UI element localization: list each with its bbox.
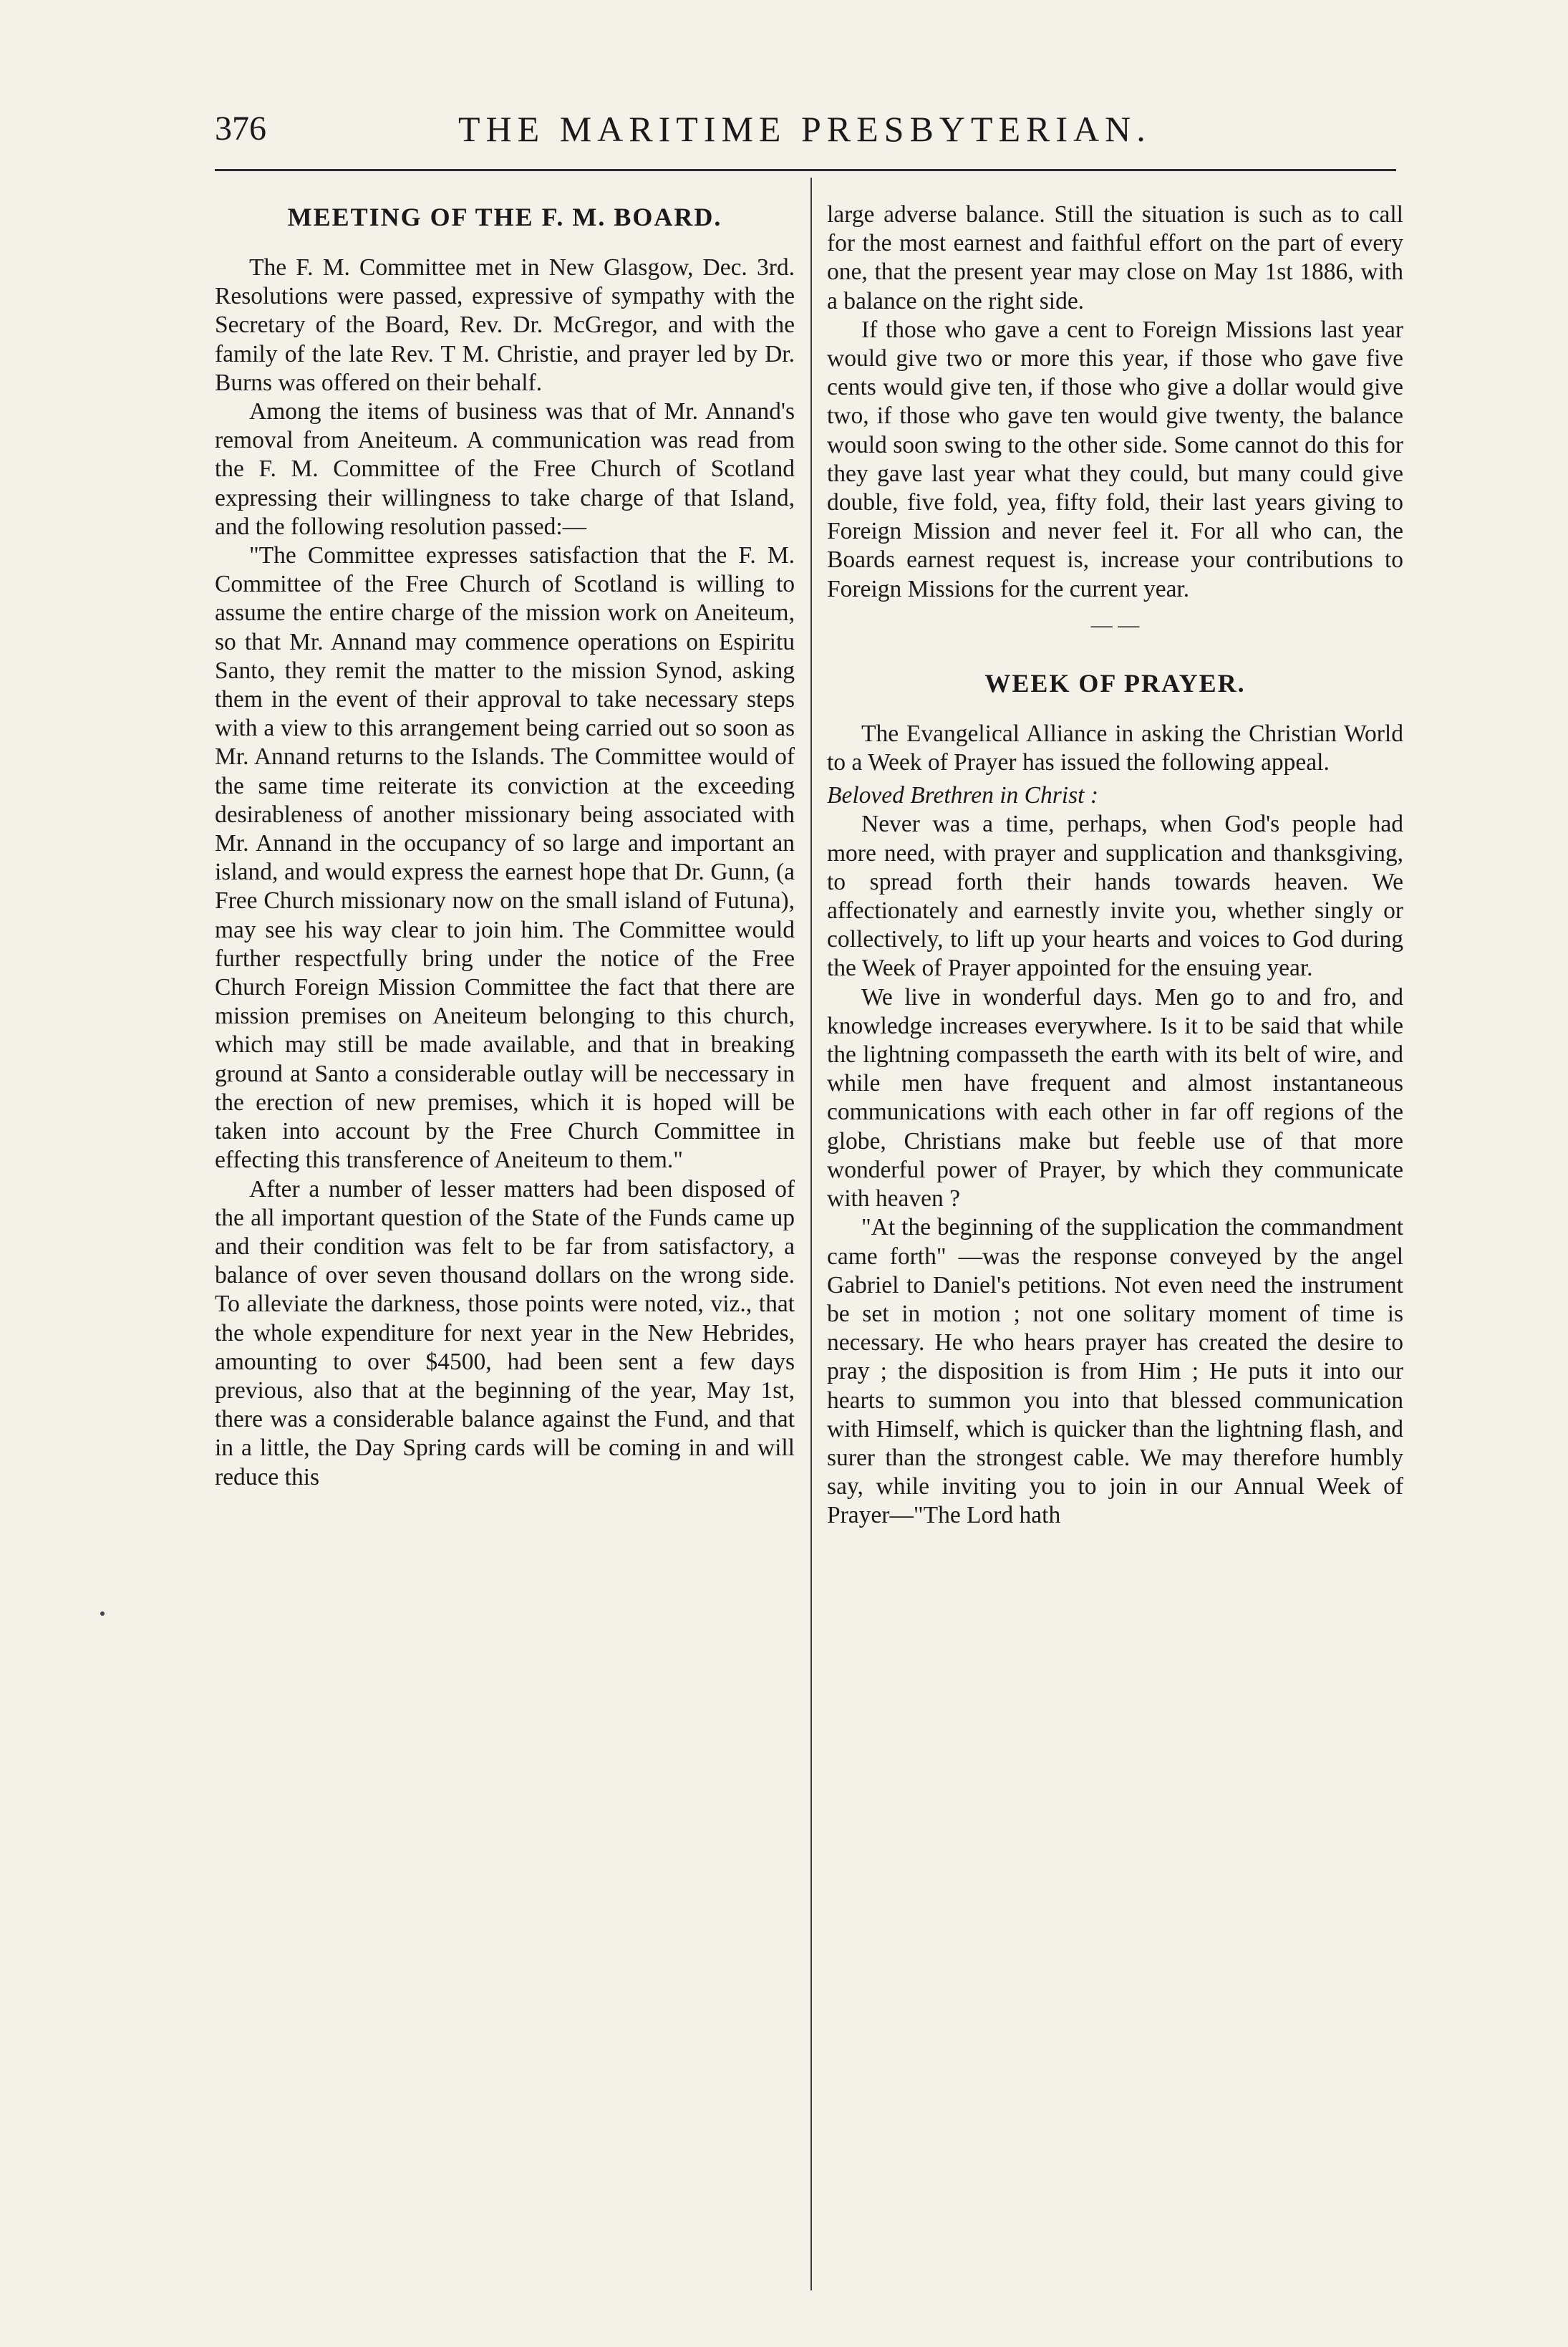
page-header [0, 107, 1568, 158]
salutation: Beloved Brethren in Christ : [827, 782, 1098, 809]
paragraph: If those who gave a cent to Foreign Missions last year would give two or more this year, if those who gave five cents would give ten, if those who give a dollar would give two, if those who gave ten would give twenty, the balance would soon swing to the other side. Some cannot do this for they gave last year what they could, but many could give double, five fold, yea, fifty fold, their last years giving to Foreign Mission and never feel it. For all who can, the Boards earnest request is, increase your contributions to Foreign Missions for the current year. [827, 316, 1403, 602]
paragraph: The F. M. Committee met in New Glasgow, Dec. 3rd. Resolutions were passed, expressive of sympathy with the Secretary of the Board, Rev. Dr. McGregor, and with the family of the late Rev. T M. Christie, and prayer led by Dr. Burns was offered on their behalf. [215, 254, 795, 396]
paragraph: large adverse balance. Still the situation is such as to call for the most earnest and faithful effort on the part of every one, that the present year may close on May 1st 1886, with a balance on the right side. [827, 201, 1403, 314]
paragraph: After a number of lesser matters had been disposed of the all important question of the State of the Funds came up and their condition was felt to be far from satisfactory, a balance of over seven thousand dollars on the wrong side. To alleviate the darkness, those points were noted, viz., that the whole expenditure for next year in the New Hebrides, amounting to over $4500, had been sent a few days previous, also that at the beginning of the year, May 1st, there was a considerable balance against the Fund, and that in a little, the Day Spring cards will be coming in and will reduce this [215, 1175, 795, 1490]
paragraph: "At the beginning of the supplication the commandment came forth" —was the response conveyed by the angel Gabriel to Daniel's petitions. Not even need the instrument be set in motion ; not one solitary moment of time is necessary. He who hears prayer has created the desire to pray ; the disposition is from Him ; He puts it into our hearts to summon you into that blessed communication with Himself, which is quicker than the lightning flash, and surer than the strongest cable. We may therefore humbly say, while inviting you to join in our Annual Week of Prayer—"The Lord hath [827, 1214, 1403, 1529]
header-rule [215, 169, 1396, 171]
left-column [215, 201, 795, 2292]
paragraph: We live in wonderful days. Men go to and fro, and knowledge increases everywhere. Is it to be said that while the lightning compasseth the earth with its belt of wire, and while men have frequent and almost instantaneous communications with each other in far off regions of the globe, Christians make but feeble use of that more wonderful power of Prayer, by which they communicate with heaven ? [827, 983, 1403, 1213]
week-of-prayer-heading: WEEK OF PRAYER. [984, 668, 1246, 698]
section-separator: — — [1090, 612, 1140, 637]
right-column [827, 201, 1403, 2292]
paragraph: Never was a time, perhaps, when God's people had more need, with prayer and supplication and thanksgiving, to spread forth their hands towards heaven. We affectionately and earnestly invite you, whether singly or collectively, to lift up your hearts and voices to God during the Week of Prayer appointed for the ensuing year. [827, 811, 1403, 982]
intro-paragraph: The Evangelical Alliance in asking the Christian World to a Week of Prayer has issued the following appeal. [827, 720, 1403, 776]
column-divider [810, 178, 812, 2290]
board-meeting-heading: MEETING OF THE F. M. BOARD. [287, 203, 722, 231]
paragraph: Among the items of business was that of Mr. Annand's removal from Aneiteum. A communication was read from the F. M. Committee of the Free Church of Scotland expressing their willingness to take charge of that Island, and the following resolution passed:— [215, 398, 795, 540]
paragraph: "The Committee expresses satisfaction that the F. M. Committee of the Free Church of Scotland is willing to assume the entire charge of the mission work on Aneiteum, so that Mr. Annand may commence operations on Espiritu Santo, they remit the matter to the mission Synod, asking them in the event of their approval to take necessary steps with a view to this arrangement being carried out so soon as Mr. Annand returns to the Islands. The Committee would of the same time reiterate its conviction at the exceeding desirableness of another missionary being associated with Mr. Annand in the occupancy of so large and important an island, and would express the earnest hope that Dr. Gunn, (a Free Church missionary now on the small island of Futuna), may see his way clear to join him. The Committee would further respectfully bring under the notice of the Free Church Foreign Mission Committee the fact that there are mission premises on Aneiteum belonging to this church, which may still be made available, and that in breaking ground at Santo a considerable outlay will be neccessary in the erection of new premises, which it is hoped will be taken into account by the Free Church Committee in effecting this transference of Aneiteum to them." [215, 542, 795, 1174]
page-number: 376 [215, 110, 266, 148]
ink-speck [100, 1611, 105, 1616]
running-head: THE MARITIME PRESBYTERIAN. [458, 109, 1151, 149]
